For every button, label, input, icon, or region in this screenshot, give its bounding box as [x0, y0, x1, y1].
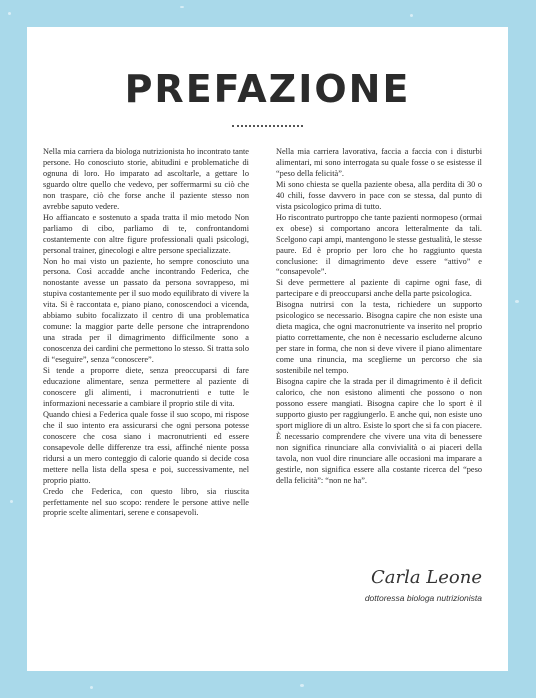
background-speck — [180, 6, 184, 8]
background-speck — [8, 12, 11, 15]
paragraph: Mi sono chiesta se quella paziente obesa, alla perdita di 30 o 40 chili, fosse davvero in pace con se stessa, dal punto di vista psicologico prima di tutto. — [276, 179, 482, 211]
title-divider — [232, 125, 303, 127]
paragraph: Non ho mai visto un paziente, ho sempre conosciuto una persona. Così accadde anche incontrando Federica, che nonostante avesse un passato da persona sovrappeso, mi stupiva costantemente per il suo modo equilibrato di vivere la vita. Si è raccontata e, piano piano, conoscendoci a vicenda, abbiamo subito focalizzato il centro di una problematica comune: la maggior parte delle persone che intraprendono una strada per il dimagrimento difficilmente sono a conoscenza dei cardini che permettono lo stesso. Si tratta solo di “eseguire”, senza “conoscere”. — [43, 256, 249, 365]
paragraph: Bisogna nutrirsi con la testa, richiedere un supporto psicologico se necessario. Bisogna capire che non esiste una dieta magica, che ogni macronutriente va inserito nel proprio piatto correttamente, che non è necessario escluderne alcuno per stare in forma, che non si deve vivere il piano alimentare come una rinuncia, ma sceglierne un percorso che sia sostenibile nel tempo. — [276, 300, 482, 376]
paragraph: Ho affiancato e sostenuto a spada tratta il mio metodo Non parliamo di cibo, parliamo di te, confrontandomi costantemente con altre figure professionali quali psicologi, personal trainer, ginecologi e altre persone specializzate. — [43, 212, 249, 255]
background-speck — [410, 14, 413, 17]
paragraph: Nella mia carriera lavorativa, faccia a faccia con i disturbi alimentari, mi sono interrogata su quale fosse o se esistesse il “peso della felicità”. — [276, 147, 482, 178]
right-column — [276, 147, 482, 487]
paragraph: Quando chiesi a Federica quale fosse il suo scopo, mi rispose che il suo intento era assicurarsi che ogni persona potesse conoscere che cosa siano i macronutrienti ed essere consapevole delle differenze tra essi, affinché niente possa ridursi a un mero conteggio di calorie quando si decide cosa mettere nella lista della spesa e poi, successivamente, nel proprio piatto. — [43, 409, 249, 485]
paragraph: Bisogna capire che la strada per il dimagrimento è il deficit calorico, che non esistono alimenti che possono o non possono essere mangiati. Bisogna capire che lo sport è il supporto giusto per raggiungerlo. E anche qui, non esiste uno sport migliore di un altro. Esiste lo sport che si fa con piacere. È necessario comprendere che vivere una vita di benessere non significa rinunciare alla convivialità o ai piaceri della tavola, non vuol dire rinunciare alle occasioni ma imparare a gestirle, non significa essere alla costante ricerca del “peso della felicità”: “non ne ha”. — [276, 377, 482, 485]
background-speck — [300, 684, 304, 687]
background-speck — [90, 686, 93, 689]
background-speck — [515, 300, 519, 303]
paragraph: Ho riscontrato purtroppo che tante pazienti normopeso (ormai ex obese) si comportano ancora letteralmente da tali. Scelgono capi ampi, mantengono le stesse gestualità, le stesse paure. Ed è proprio per loro che ho raggiunto questa conclusione: il dimagrimento deve essere “attivo” e “consapevole”. — [276, 212, 482, 277]
signature: Carla Leone — [370, 567, 482, 588]
page-sheet — [27, 27, 508, 671]
signature-role: dottoressa biologa nutrizionista — [364, 593, 482, 603]
background-speck — [10, 500, 13, 503]
paragraph: Si tende a proporre diete, senza preoccuparsi di fare educazione alimentare, senza permettere al paziente di conoscere gli alimenti, i macronutrienti e tutte le informazioni necessarie a cambiare il proprio stile di vita. — [43, 366, 249, 408]
paragraph: Credo che Federica, con questo libro, sia riuscita perfettamente nel suo scopo: rendere le persone attive nelle proprie scelte alimentari, serene e consapevoli. — [43, 486, 249, 518]
left-column — [43, 147, 249, 519]
paragraph: Si deve permettere al paziente di capirne ogni fase, di partecipare e di preoccuparsi anche della parte psicologica. — [276, 278, 482, 299]
paragraph: Nella mia carriera da biologa nutrizionista ho incontrato tante persone. Ho conosciuto storie, abitudini e problematiche di ognuna di loro. Ho imparato ad ascoltarle, a gettare lo sguardo oltre quello che vedevo, per soffermarmi su ciò che non traspare, ciò che forse anche il paziente stesso non avrebbe saputo vedere. — [43, 147, 249, 211]
page-title: PREFAZIONE — [124, 67, 411, 111]
